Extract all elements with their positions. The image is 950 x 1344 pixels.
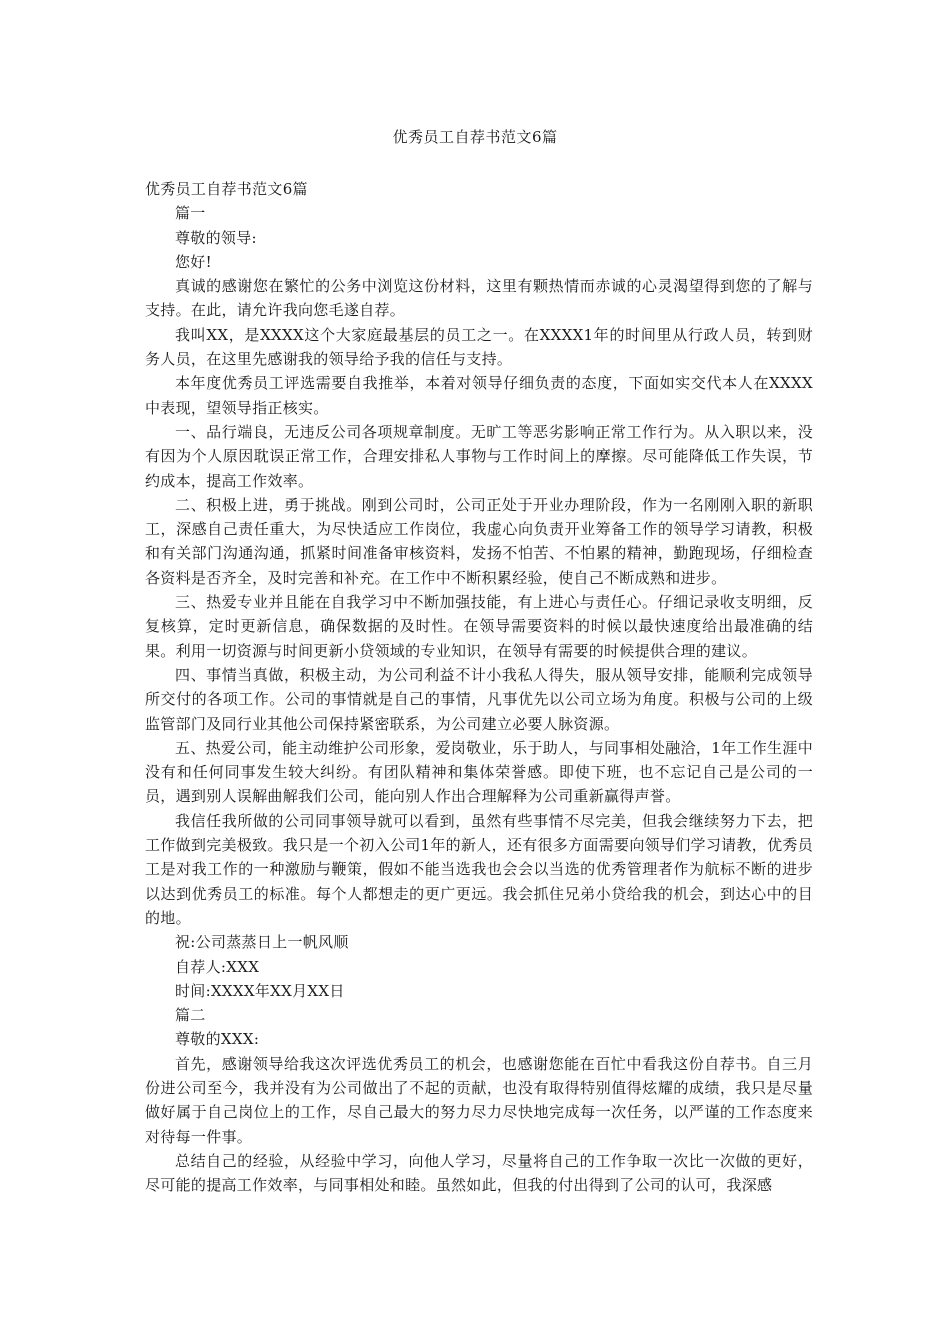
paragraph: 四、事情当真做，积极主动，为公司利益不计小我私人得失，服从领导安排，能顺利完成领导所交付的各项工作。公司的事情就是自己的事情，凡事优先以公司立场为角度。积极与公司的上级监管部门及同行业其他公司保持紧密联系，为公司建立必要人脉资源。 [145, 665, 813, 733]
paragraph: 二、积极上进，勇于挑战。刚到公司时，公司正处于开业办理阶段，作为一名刚刚入职的新职工，深感自己责任重大，为尽快适应工作岗位，我虚心向负责开业筹备工作的领导学习请教，积极和有关部门沟通沟通，抓紧时间准备审核资料，发扬不怕苦、不怕累的精神，勤跑现场，仔细检查各资料是否齐全，及时完善和补充。在工作中不断积累经验，使自己不断成熟和进步。 [145, 495, 813, 587]
paragraph: 三、热爱专业并且能在自我学习中不断加强技能，有上进心与责任心。仔细记录收支明细，反复核算，定时更新信息，确保数据的及时性。在领导需要资料的时候以最快速度给出最准确的结果。利用一切资源与时间更新小贷领域的专业知识，在领导有需要的时候提供合理的建议。 [145, 593, 813, 660]
body-heading: 优秀员工自荐书范文6篇 [145, 180, 308, 198]
paragraph: 真诚的感谢您在繁忙的公务中浏览这份材料，这里有颗热情而赤诚的心灵渴望得到您的了解与支持。在此，请允许我向您毛遂自荐。 [145, 277, 813, 320]
salutation: 尊敬的XXX: [175, 1030, 260, 1049]
signature: 自荐人:XXX [175, 957, 260, 976]
paragraph: 一、品行端良，无违反公司各项规章制度。无旷工等恶劣影响正常工作行为。从入职以来，没有因为个人原因耽误正常工作，合理安排私人事物与工作时间上的摩擦。尽可能降低工作失误，节约成本，提高工作效率。 [145, 422, 813, 490]
greeting: 您好! [175, 252, 212, 271]
paragraph: 五、热爱公司，能主动维护公司形象，爱岗敬业，乐于助人，与同事相处融洽，1年工作生涯中没有和任何同事发生较大纠纷。有团队精神和集体荣誉感。即使下班，也不忘记自己是公司的一员，遇到别人误解曲解我们公司，能向别人作出合理解释为公司重新赢得声誉。 [145, 738, 813, 806]
salutation: 尊敬的领导: [175, 228, 257, 247]
paragraph: 我信任我所做的公司同事领导就可以看到，虽然有些事情不尽完美，但我会继续努力下去，把工作做到完美极致。我只是一个初入公司1年的新人，还有很多方面需要向领导们学习请教，优秀员工是对我工作的一种激励与鞭策，假如不能当选我也会会以当选的优秀管理者作为航标不断的进步以达到优秀员工的标准。每个人都想走的更广更远。我会抓住兄弟小贷给我的机会，到达心中的目的地。 [145, 811, 813, 927]
closing-wish: 祝:公司蒸蒸日上一帆风顺 [175, 933, 349, 952]
paragraph: 本年度优秀员工评选需要自我推举，本着对领导仔细负责的态度，下面如实交代本人在XXXX中表现，望领导指正核实。 [145, 374, 813, 417]
section-label-1: 篇一 [175, 204, 206, 223]
date-line: 时间:XXXX年XX月XX日 [175, 981, 345, 1000]
section-label-2: 篇二 [175, 1006, 206, 1025]
document-body [145, 177, 813, 1197]
paragraph: 总结自己的经验，从经验中学习，向他人学习，尽量将自己的工作争取一次比一次做的更好，尽可能的提高工作效率，与同事相处和睦。虽然如此，但我的付出得到了公司的认可，我深感 [145, 1151, 813, 1195]
paragraph: 首先，感谢领导给我这次评选优秀员工的机会，也感谢您能在百忙中看我这份自荐书。自三月份进公司至今，我并没有为公司做出了不起的贡献，也没有取得特别值得炫耀的成绩，我只是尽量做好属于自己岗位上的工作，尽自己最大的努力尽力尽快地完成每一次任务，以严谨的工作态度来对待每一件事。 [145, 1054, 813, 1146]
document-title: 优秀员工自荐书范文6篇 [392, 128, 558, 146]
paragraph: 我叫XX，是XXXX这个大家庭最基层的员工之一。在XXXX1年的时间里从行政人员，转到财务人员，在这里先感谢我的领导给予我的信任与支持。 [145, 325, 813, 369]
